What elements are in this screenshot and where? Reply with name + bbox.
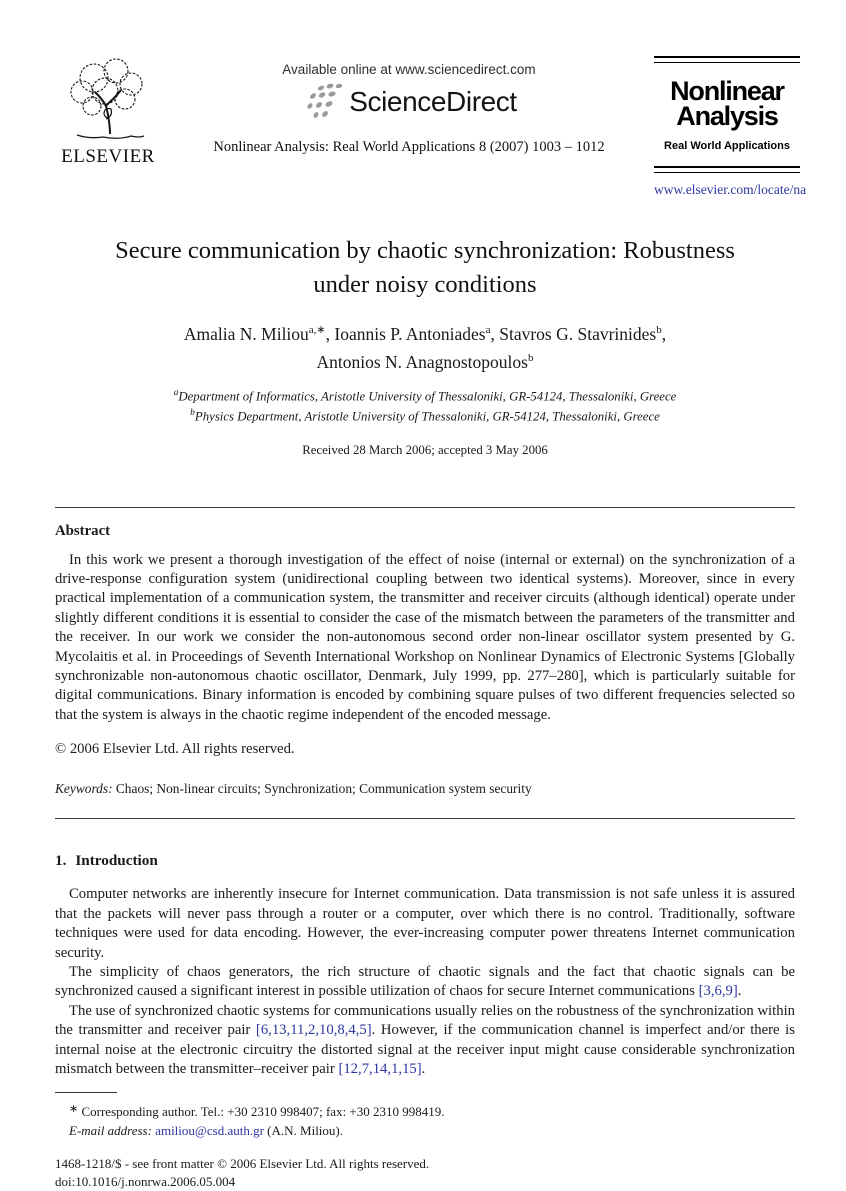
doi-line: doi:10.1016/j.nonrwa.2006.05.004 [55,1174,236,1190]
sciencedirect-wordmark: ScienceDirect [349,86,517,117]
abstract-text: In this work we present a thorough investigation of the effect of noise (internal or external) on the synchronization of a drive-response configuration system (unidirectional coupling between two identical systems). Moreover, since in every practical implementation of a communication system, the transmitter and receiver circuits (although identical) operate under slightly different conditions it is essential to consider the case of the mismatch between the parameters of the transmitter and the receiver. In our work we consider the non-autonomous second order non-linear oscillator system presented by G. Mycolaitis et al. in Proceedings of Seventh International Workshop on Nonlinear Dynamics of Electronic Systems [Globally synchronizable non-autonomous chaotic oscillator, Denmark, July 1999, pp. 277–280], which is particularly suitable for digital communications. Binary information is encoded by combining square pulses of two different frequencies selected so that the system is always in the chaotic regime independent of the encoded message. [55,551,795,723]
section-heading-introduction [55,852,795,870]
abstract-top-rule [55,507,795,508]
corresponding-author-note [55,1100,795,1122]
abstract-heading: Abstract [55,522,111,539]
author-name: Antonios N. Anagnostopoulos [316,352,528,373]
paragraph-text: . [737,983,742,1000]
citation-link[interactable]: [6,13,11,2,10,8,4,5] [255,1022,372,1039]
corresponding-author-text: Corresponding author. Tel.: +30 2310 998407; fax: +30 2310 998419. [78,1104,445,1120]
sciencedirect-dots-icon [301,82,347,122]
affiliation-a [55,385,795,405]
elsevier-tree-icon [60,56,156,140]
abstract-copyright: © 2006 Elsevier Ltd. All rights reserved. [55,740,295,757]
received-accepted-line: Received 28 March 2006; accepted 3 May 2006 [302,442,548,457]
affiliation-text: Physics Department, Aristotle University of Thessaloniki, GR-54124, Thessaloniki, Greece [194,409,660,424]
keywords-bottom-rule [55,818,795,819]
footnote-star: ∗ [69,1103,79,1116]
affiliation-sup: a [173,388,179,399]
journal-citation-line: Nonlinear Analysis: Real World Applications 8 (2007) 1003 – 1012 [213,139,605,155]
elsevier-logo-block [52,56,164,168]
author-separator: , [661,324,667,345]
footnote-block [55,1100,795,1140]
double-rule-bottom [654,166,800,173]
journal-masthead [0,0,846,198]
section-title: Introduction [75,852,158,870]
paragraph-text: The use of synchronized chaotic systems for communications usually relies on the robustness of the synchronization within the transmitter and receiver pair [55,1002,795,1039]
keywords-label: Keywords: [55,781,113,797]
email-label: E-mail address: [69,1122,152,1138]
affiliation-text: Department of Informatics, Aristotle University of Thessaloniki, GR-54124, Thessaloniki, Greece [178,389,677,404]
author-affiliation-sup: b [527,352,534,365]
author-name: , Stavros G. Stavrinides [490,324,657,345]
journal-logo-subtitle: Real World Applications [664,140,790,152]
author-name: , Ioannis P. Antoniades [325,324,486,345]
intro-paragraph-2 [55,963,795,1002]
author-affiliation-sup: a,∗ [308,324,326,337]
email-note [55,1122,795,1141]
sciencedirect-logo [164,82,654,122]
journal-logo-line2: Analysis [676,101,778,131]
keywords-line [55,781,795,797]
title-line-2: under noisy conditions [313,271,537,298]
journal-logo-block [654,56,807,198]
masthead-center [164,56,654,156]
journal-website-link[interactable]: www.elsevier.com/locate/na [654,182,807,197]
double-rule-top [654,56,800,63]
email-suffix: (A.N. Miliou). [263,1122,344,1138]
affiliations [55,385,795,426]
citation-link[interactable]: [3,6,9] [698,983,738,1000]
paragraph-text: . [421,1061,426,1077]
journal-logo-line1: Nonlinear [670,76,784,106]
title-line-1: Secure communication by chaotic synchronization: Robustness [115,237,735,264]
intro-paragraph-1: Computer networks are inherently insecure for Internet communication. Data transmission is not safe unless it is assured that the packets will never pass through a router or a computer, over which there is no control. Traditionally, software techniques were used for data encoding. However, the ever-increasing computer power threatens Internet communication security. [55,886,795,961]
author-affiliation-sup: b [656,324,662,337]
available-online-text: Available online at www.sciencedirect.com [282,62,536,77]
paragraph-text: The simplicity of chaos generators, the rich structure of chaotic signals and the fact that chaotic signals can be synchronized caused a significant interest in possible utilization of chaos for secure Internet communications [55,963,795,1000]
affiliation-sup: b [190,408,195,419]
section-number: 1. [55,852,67,870]
imprint-block [55,1155,795,1191]
citation-link[interactable]: [12,7,14,1,15] [338,1061,422,1077]
affiliation-b [55,405,795,425]
keywords-text: Chaos; Non-linear circuits; Synchronization; Communication system security [112,781,532,797]
footnote-rule [55,1092,117,1093]
paragraph-text: . However, if the communication channel is imperfect and/or there is internal noise at the electronic circuitry the distorted signal at the receiver input might cause considerable synchronization mismatch between the transmitter–receiver pair [55,1022,795,1077]
journal-logo-title [654,76,800,131]
author-name: Amalia N. Miliou [183,324,309,345]
email-link[interactable]: amiliou@csd.auth.gr [155,1122,264,1138]
author-affiliation-sup: a [485,324,491,337]
elsevier-wordmark: ELSEVIER [61,146,155,167]
authors-line [55,318,795,374]
issn-copyright-line: 1468-1218/$ - see front matter © 2006 Elsevier Ltd. All rights reserved. [55,1156,430,1172]
page-title [55,234,795,302]
intro-paragraph-3 [55,1002,795,1080]
